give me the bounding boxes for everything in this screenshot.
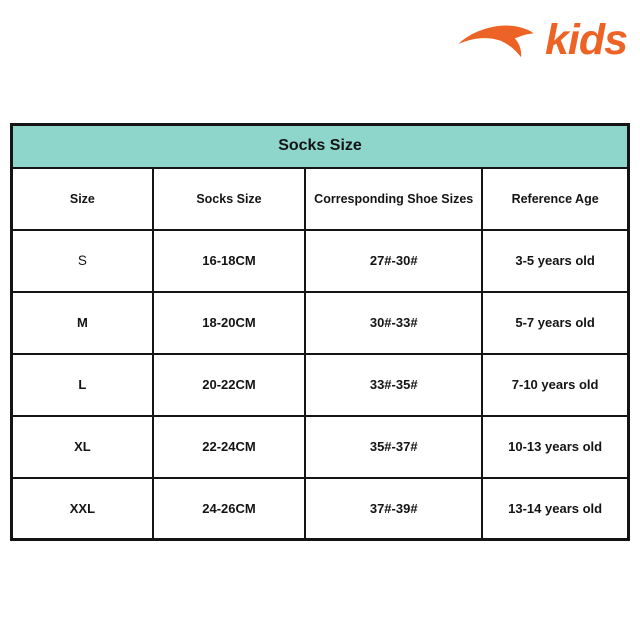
- cell-reference-age: 5-7 years old: [482, 292, 628, 354]
- table-row-m: [12, 292, 629, 354]
- brand-logo: [454, 16, 627, 64]
- logo-text: kids: [544, 16, 627, 64]
- table-row-xxl: [12, 478, 629, 540]
- column-header-socks-size: Socks Size: [153, 168, 305, 230]
- column-header-size: Size: [12, 168, 153, 230]
- cell-size: M: [12, 292, 153, 354]
- column-header-reference-age: Reference Age: [482, 168, 628, 230]
- cell-socks-size: 16-18CM: [153, 230, 305, 292]
- cell-shoe-sizes: 33#-35#: [305, 354, 482, 416]
- cell-size: XXL: [12, 478, 153, 540]
- column-header-shoe-sizes: Corresponding Shoe Sizes: [305, 168, 482, 230]
- cell-reference-age: 10-13 years old: [482, 416, 628, 478]
- cell-shoe-sizes: 35#-37#: [305, 416, 482, 478]
- size-chart: [10, 123, 630, 541]
- cell-shoe-sizes: 37#-39#: [305, 478, 482, 540]
- table-title-row: [12, 125, 629, 168]
- anta-swoosh-icon: [454, 22, 538, 58]
- cell-socks-size: 18-20CM: [153, 292, 305, 354]
- table-header-row: [12, 168, 629, 230]
- cell-reference-age: 3-5 years old: [482, 230, 628, 292]
- cell-size: L: [12, 354, 153, 416]
- cell-socks-size: 24-26CM: [153, 478, 305, 540]
- table-title: Socks Size: [12, 125, 629, 168]
- table-row-xl: [12, 416, 629, 478]
- cell-shoe-sizes: 30#-33#: [305, 292, 482, 354]
- cell-reference-age: 13-14 years old: [482, 478, 628, 540]
- table-row-s: [12, 230, 629, 292]
- cell-shoe-sizes: 27#-30#: [305, 230, 482, 292]
- size-chart-table: [10, 123, 630, 541]
- cell-socks-size: 22-24CM: [153, 416, 305, 478]
- cell-reference-age: 7-10 years old: [482, 354, 628, 416]
- cell-socks-size: 20-22CM: [153, 354, 305, 416]
- table-row-l: [12, 354, 629, 416]
- cell-size: XL: [12, 416, 153, 478]
- cell-size: S: [12, 230, 153, 292]
